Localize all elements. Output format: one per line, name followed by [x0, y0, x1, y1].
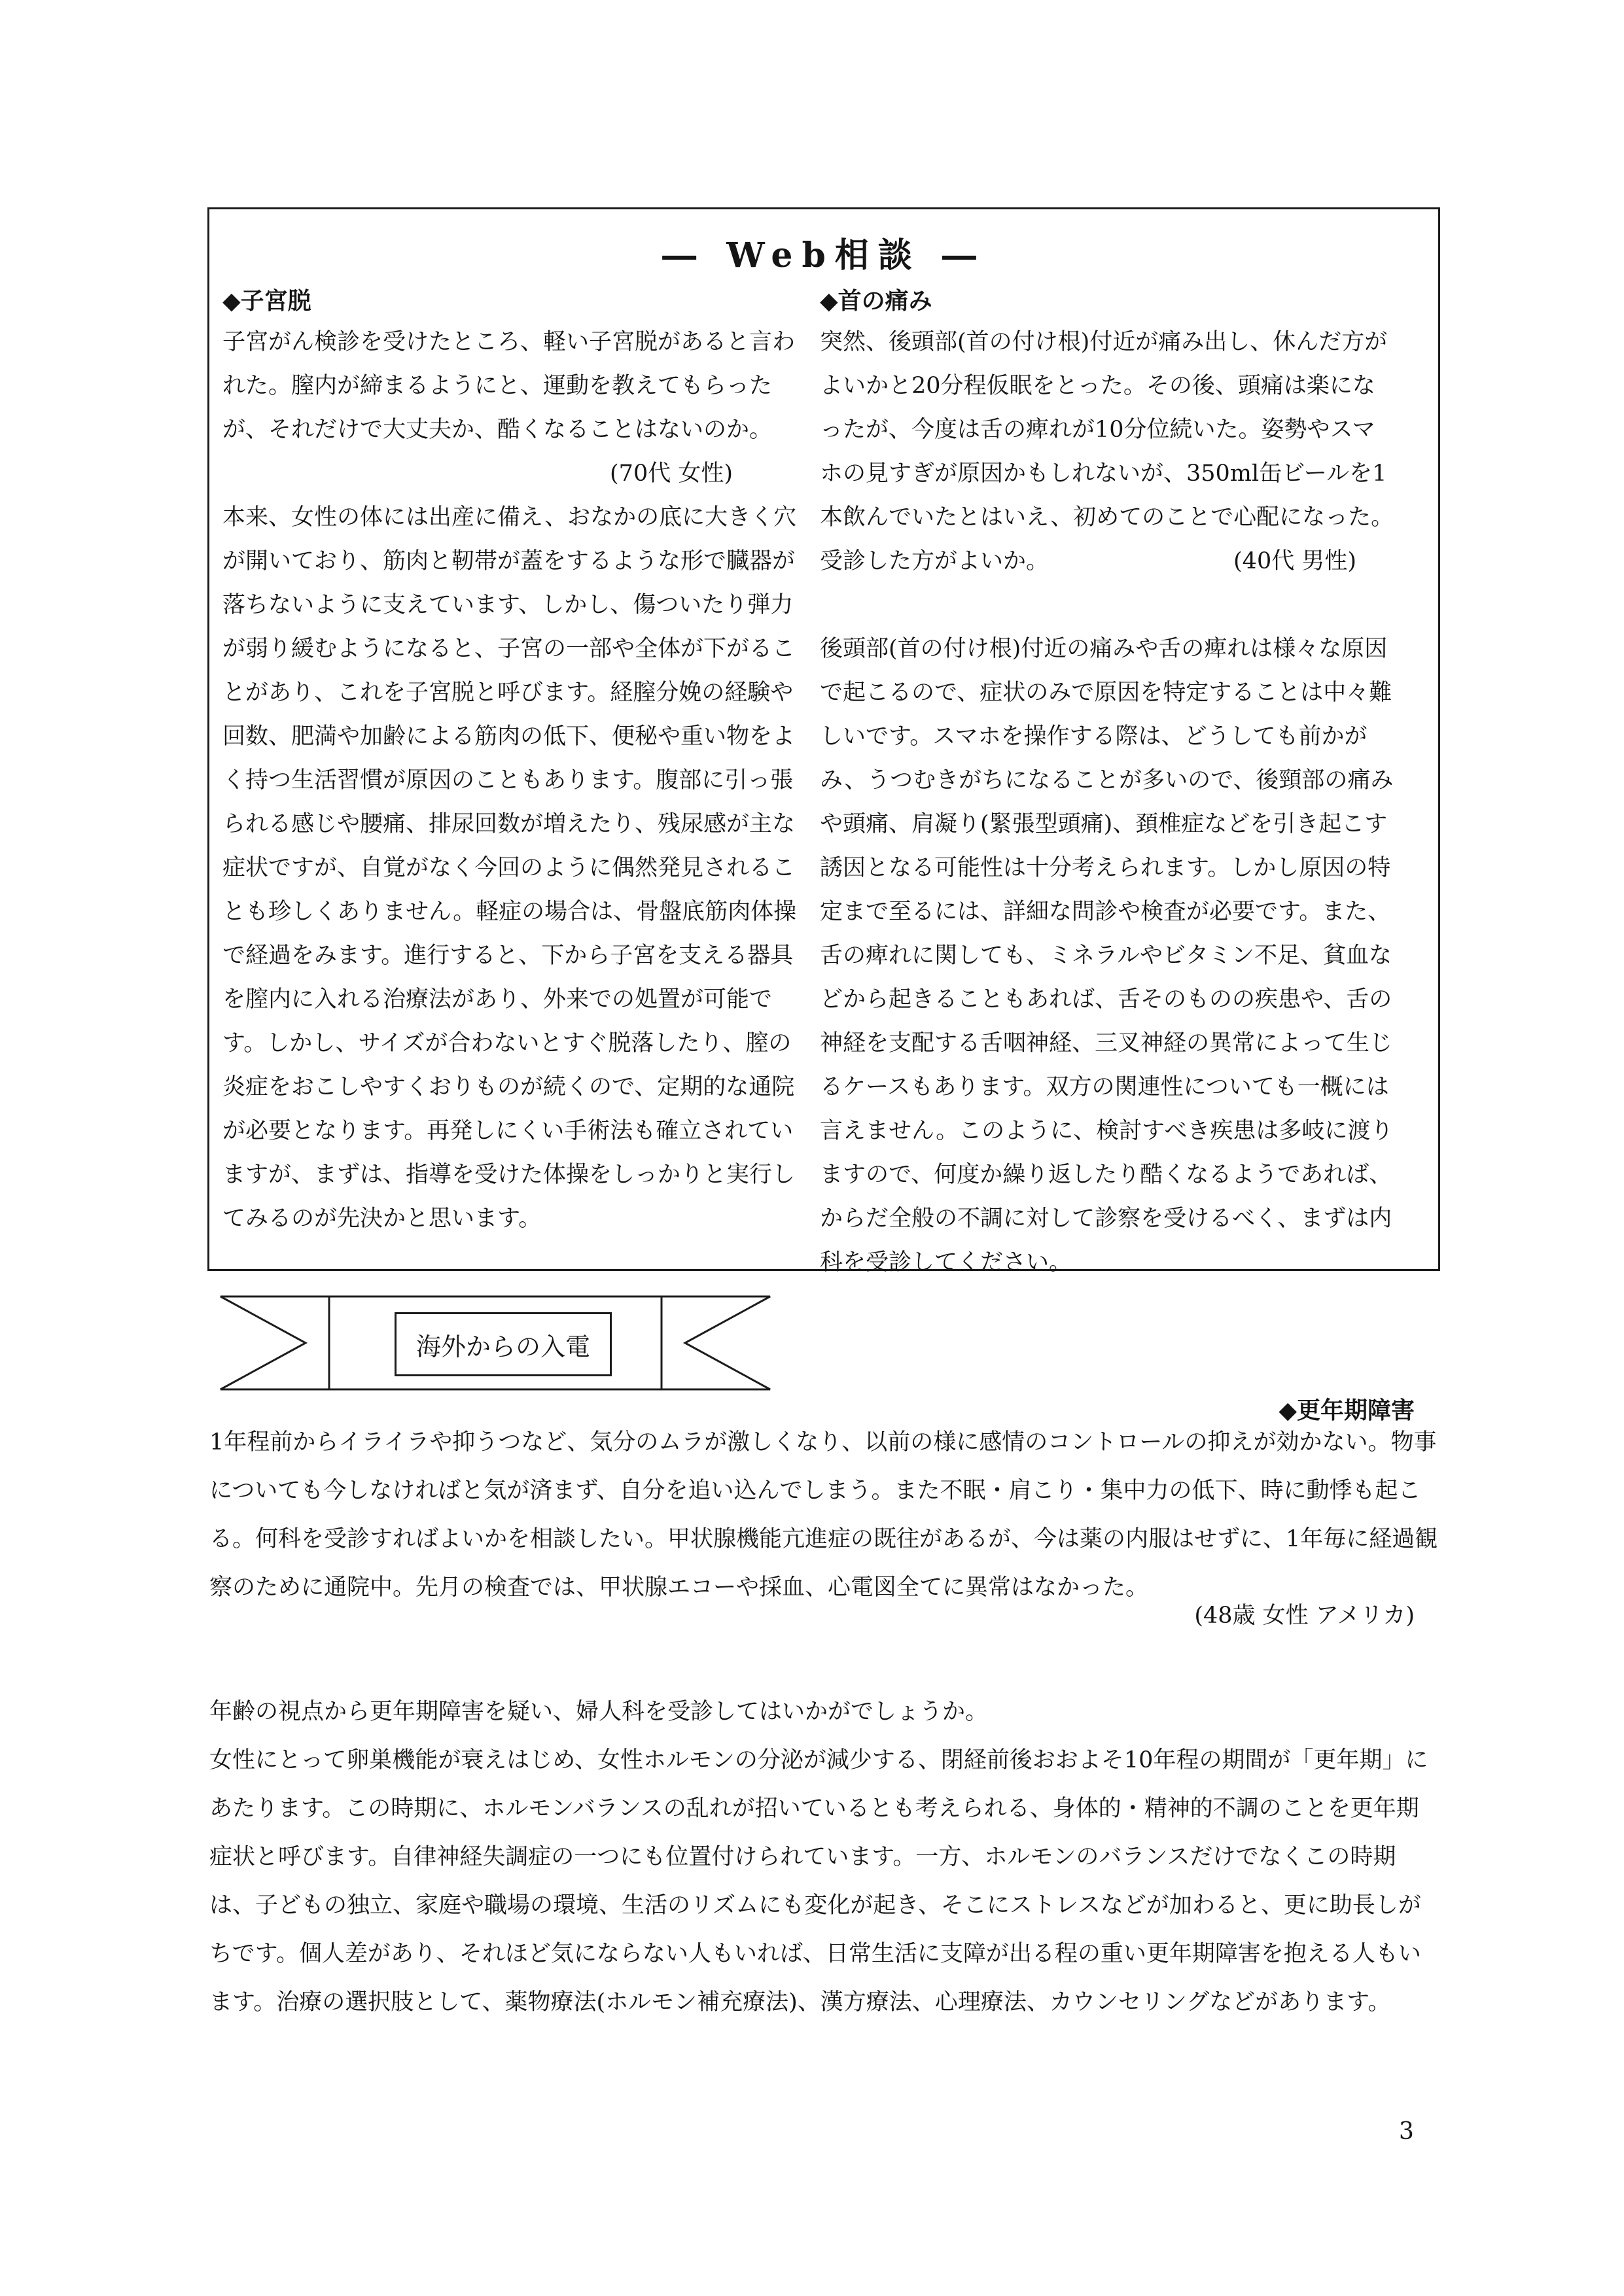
question-body: 突然、後頭部(首の付け根)付近が痛み出し、休んだ方がよいかと20分程仮眠をとった。その後、頭痛は楽になったが、今度は舌の痺れが10分位続いた。姿勢やスマホの見すぎが原因かもしれないが、350ml缶ビールを1本飲んでいたとはいえ、初めてのことで心配になった。受診した方がよいか。 [820, 329, 1394, 574]
web-consultation-box [207, 207, 1440, 1276]
question-heading-menopause: ◆更年期障害 [1279, 1397, 1415, 1424]
answer-text: 女性にとって卵巣機能が衰えはじめ、女性ホルモンの分泌が減少する、閉経前後おおよそ10年程の期間が「更年期」にあたります。この時期に、ホルモンバランスの乱れが招いているとも考えられる、身体的・精神的不調のことを更年期症状と呼びます。自律神経失調症の一つにも位置付けられています。一方、ホルモンのバランスだけでなくこの時期は、子どもの独立、家庭や職場の環境、生活のリズムにも変化が起き、そこにストレスなどが加わると、更に助長しがちです。個人差があり、それほど気にならない人もいれば、日常生活に支障が出る程の重い更年期障害を抱える人もいます。治療の選択肢として、薬物療法(ホルモン補充療法)、漢方療法、心理療法、カウンセリングなどがあります。 [209, 1747, 1428, 2015]
section-title: ― Web相談 ― [662, 235, 985, 275]
question-text [222, 321, 798, 487]
banner-label: 海外からの入電 [395, 1312, 612, 1376]
asker-info: (70代 女性) [610, 461, 733, 487]
question-text [820, 321, 1396, 583]
question-heading-uterine-prolapse: ◆子宮脱 [222, 288, 311, 315]
answer-intro: 年齢の視点から更年期障害を疑い、婦人科を受診してはいかがでしょうか。 [209, 1699, 989, 1725]
page-number: 3 [1399, 2118, 1414, 2145]
asker-info: (48歳 女性 アメリカ) [1194, 1603, 1415, 1629]
overseas-answer [209, 1688, 1439, 2026]
overseas-question [209, 1418, 1439, 1612]
question-text: 1年程前からイライラや抑うつなど、気分のムラが激しくなり、以前の様に感情のコントロールの抑えが効かない。物事についても今しなければと気が済まず、自分を追い込んでしまう。また不眠・肩こり・集中力の低下、時に動悸も起こる。何科を受診すればよいかを相談したい。甲状腺機能亢進症の既往があるが、今は薬の内服はせずに、1年毎に経過観察のために通院中。先月の検査では、甲状腺エコーや採血、心電図全てに異常はなかった。 [209, 1429, 1438, 1601]
answer-text: 本来、女性の体には出産に備え、おなかの底に大きく穴が開いており、筋肉と靭帯が蓋をするような形で臓器が落ちないように支えています、しかし、傷ついたり弾力が弱り緩むようになると、子宮の一部や全体が下がることがあり、これを子宮脱と呼びます。経膣分娩の経験や回数、肥満や加齢による筋肉の低下、便秘や重い物をよく持つ生活習慣が原因のこともあります。腹部に引っ張られる感じや腰痛、排尿回数が増えたり、残尿感が主な症状ですが、自覚がなく今回のように偶然発見されることも珍しくありません。軽症の場合は、骨盤底筋肉体操で経過をみます。進行すると、下から子宮を支える器具を膣内に入れる治療法があり、外来での処置が可能です。しかし、サイズが合わないとすぐ脱落したり、膣の炎症をおこしやすくおりものが続くので、定期的な通院が必要となります。再発しにくい手術法も確立されていますが、まずは、指導を受けた体操をしっかりと実行してみるのが先決かと思います。 [222, 504, 797, 1232]
left-column [222, 285, 798, 1241]
spacer [820, 583, 1396, 627]
asker-info: (40代 男性) [1233, 548, 1356, 574]
answer-text: 後頭部(首の付け根)付近の痛みや舌の痺れは様々な原因で起こるので、症状のみで原因を特定することは中々難しいです。スマホを操作する際は、どうしても前かがみ、うつむきがちになることが多いので、後頸部の痛みや頭痛、肩凝り(緊張型頭痛)、頚椎症などを引き起こす誘因となる可能性は十分考えられます。しかし原因の特定まで至るには、詳細な問診や検査が必要です。また、舌の痺れに関しても、ミネラルやビタミン不足、貧血などから起きることもあれば、舌そのものの疾患や、舌の神経を支配する舌咽神経、三叉神経の異常によって生じるケースもあります。双方の関連性についても一概には言えません。このように、検討すべき疾患は多岐に渡りますので、何度か繰り返したり酷くなるようであれば、からだ全般の不調に対して診察を受けるべく、まずは内科を受診してください。 [820, 636, 1394, 1276]
question-heading-neck-pain: ◆首の痛み [820, 288, 932, 315]
question-body: 子宮がん検診を受けたところ、軽い子宮脱があると言われた。膣内が締まるようにと、運動を教えてもらったが、それだけで大丈夫か、酷くなることはないのか。 [222, 329, 796, 443]
right-column [820, 285, 1396, 1285]
ribbon-banner [207, 1282, 783, 1413]
